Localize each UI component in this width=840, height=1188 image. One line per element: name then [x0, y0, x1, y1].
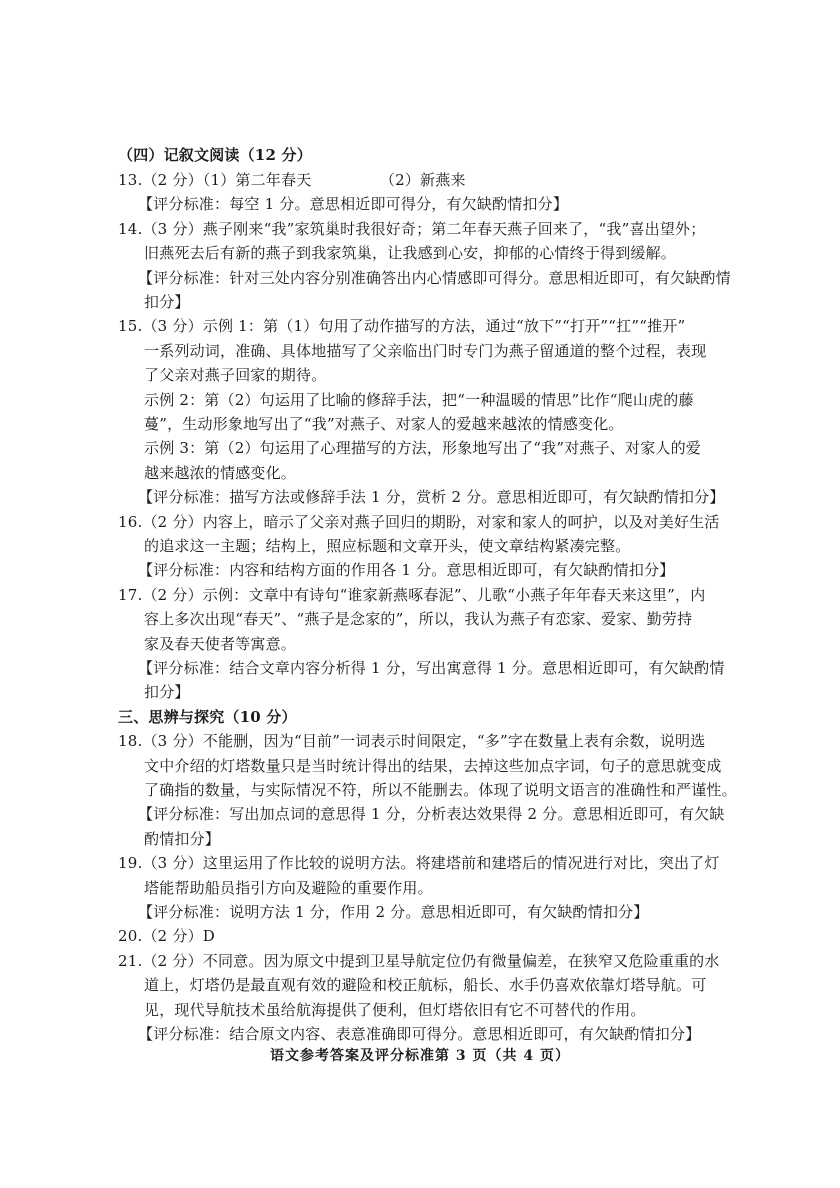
answer-line: 一系列动词，准确、具体地描写了父亲临出门时专门为燕子留通道的整个过程，表现 [144, 342, 707, 360]
answer-line: 文中介绍的灯塔数量只是当时统计得出的结果，去掉这些加点字词，句子的意思就变成 [144, 757, 722, 775]
answer-line: 越来越浓的情感变化。 [144, 464, 297, 482]
scoring-standard-line: 【评分标准：针对三处内容分别准确答出内心情感即可得分。意思相近即可，有欠缺酌情 [138, 269, 731, 287]
scoring-standard-line: 【评分标准：写出加点词的意思得 1 分，分析表达效果得 2 分。意思相近即可，有欠缺 [138, 805, 725, 823]
answer-line: 20.（2 分）D [118, 927, 215, 945]
answer-line: 道上，灯塔仍是最直观有效的避险和校正航标，船长、水手仍喜欢依靠灯塔导航。可 [144, 976, 707, 994]
answer-line: 19.（3 分）这里运用了作比较的说明方法。将建塔前和建塔后的情况进行对比，突出了灯 [118, 854, 720, 872]
scoring-standard-line: 酌情扣分】 [144, 830, 221, 848]
answer-line: 了确指的数量，与实际情况不符，所以不能删去。体现了说明文语言的准确性和严谨性。 [144, 781, 737, 799]
scoring-standard-line: 【评分标准：说明方法 1 分，作用 2 分。意思相近即可，有欠缺酌情扣分】 [138, 903, 649, 921]
answer-line: 14.（3 分）燕子刚来“我”家筑巢时我很好奇；第二年春天燕子回来了，“我”喜出望外； [118, 220, 706, 238]
scoring-standard-line: 【评分标准：内容和结构方面的作用各 1 分。意思相近即可，有欠缺酌情扣分】 [138, 561, 675, 579]
answer-line: 13.（2 分）（1）第二年春天 （2）新燕来 [118, 171, 466, 189]
scoring-standard-line: 【评分标准：结合原文内容、表意准确即可得分。意思相近即可，有欠缺酌情扣分】 [138, 1025, 701, 1043]
section-heading-critical-thinking: 三、思辨与探究（10 分） [118, 708, 297, 726]
page-footer: 语文参考答案及评分标准第 3 页（共 4 页） [270, 1048, 570, 1064]
answer-line: 示例 2：第（2）句运用了比喻的修辞手法，把“一种温暖的情思”比作“爬山虎的藤 [144, 391, 694, 409]
scoring-standard-line: 【评分标准：每空 1 分。意思相近即可得分，有欠缺酌情扣分】 [138, 195, 569, 213]
answer-line: 家及春天使者等寓意。 [144, 635, 297, 653]
section-heading-narrative: （四）记叙文阅读（12 分） [118, 146, 312, 164]
answer-line: 的追求这一主题；结构上，照应标题和文章开头，使文章结构紧凑完整。 [144, 537, 631, 555]
answer-line: 16.（2 分）内容上，暗示了父亲对燕子回归的期盼，对家和家人的呵护，以及对美好生活 [118, 513, 720, 531]
answer-line: 见，现代导航技术虽给航海提供了便利，但灯塔依旧有它不可替代的作用。 [144, 1001, 646, 1019]
answer-line: 18.（3 分）不能删，因为“目前”一词表示时间限定，“多”字在数量上表有余数，说明选 [118, 732, 706, 750]
answer-line: 21.（2 分）不同意。因为原文中提到卫星导航定位仍有微量偏差，在狭窄又危险重重的水 [118, 952, 720, 970]
answer-line: 容上多次出现“春天”、“燕子是念家的”，所以，我认为燕子有恋家、爱家、勤劳持 [144, 610, 693, 628]
answer-line: 塔能帮助船员指引方向及避险的重要作用。 [144, 879, 433, 897]
answer-line: 蔓”，生动形象地写出了“我”对燕子、对家人的爱越来越浓的情感变化。 [144, 415, 624, 433]
answer-line: 17.（2 分）示例：文章中有诗句“谁家新燕啄春泥”、儿歌“小燕子年年春天来这里”，内 [118, 586, 706, 604]
scoring-standard-line: 【评分标准：结合文章内容分析得 1 分，写出寓意得 1 分。意思相近即可，有欠缺酌情 [138, 659, 725, 677]
scoring-standard-line: 扣分】 [144, 293, 190, 311]
scoring-standard-line: 扣分】 [144, 683, 190, 701]
scoring-standard-line: 【评分标准：描写方法或修辞手法 1 分，赏析 2 分。意思相近即可，有欠缺酌情扣分】 [138, 488, 725, 506]
answer-line: 了父亲对燕子回家的期待。 [144, 366, 327, 384]
answer-line: 示例 3：第（2）句运用了心理描写的方法，形象地写出了“我”对燕子、对家人的爱 [144, 439, 701, 457]
answer-line: 15.（3 分）示例 1：第（1）句用了动作描写的方法，通过“放下”“打开”“扛”“推开” [118, 317, 686, 335]
answer-line: 旧燕死去后有新的燕子到我家筑巢，让我感到心安，抑郁的心情终于得到缓解。 [144, 244, 677, 262]
